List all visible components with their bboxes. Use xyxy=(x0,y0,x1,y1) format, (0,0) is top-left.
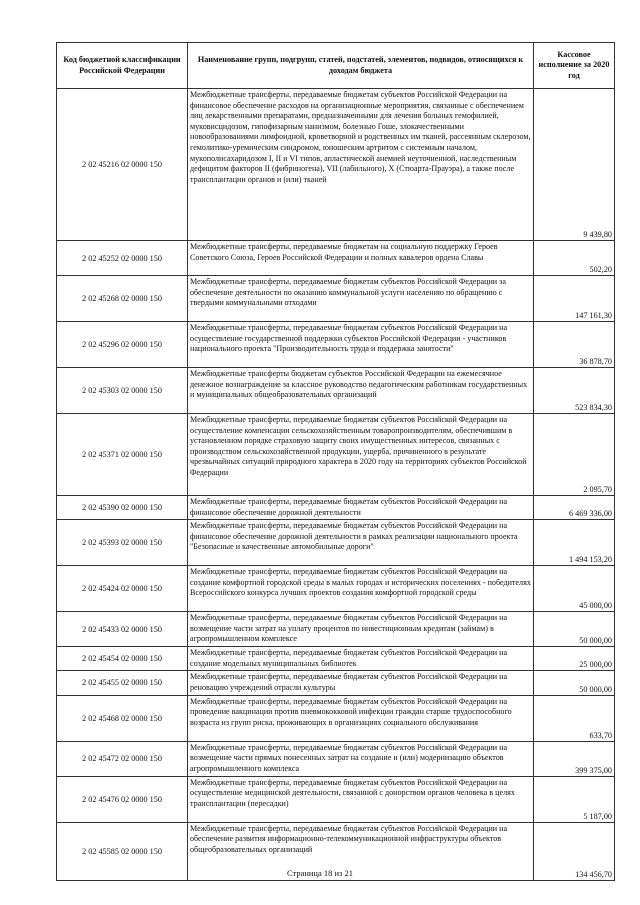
revenue-name-cell: Межбюджетные трансферты, передаваемые бюджетам субъектов Российской Федерации за обеспечение деятельности по оказанию коммунальной услуги населению по обращению с твердыми коммунальными отходами xyxy=(188,276,534,322)
amount-cell: 5 187,00 xyxy=(534,776,615,822)
amount-cell: 523 834,30 xyxy=(534,368,615,414)
table-row xyxy=(57,496,615,520)
header-name: Наименование групп, подгрупп, статей, подстатей, элементов, подвидов, относящихся к доходам бюджета xyxy=(188,43,534,89)
budget-code-cell: 2 02 45303 02 0000 150 xyxy=(57,368,188,414)
budget-code-cell: 2 02 45268 02 0000 150 xyxy=(57,276,188,322)
budget-code-cell: 2 02 45252 02 0000 150 xyxy=(57,241,188,276)
table-row xyxy=(57,276,615,322)
table-row xyxy=(57,520,615,566)
budget-code-cell: 2 02 45424 02 0000 150 xyxy=(57,566,188,612)
table-row xyxy=(57,414,615,496)
amount-cell: 2 095,70 xyxy=(534,414,615,496)
budget-code-cell: 2 02 45454 02 0000 150 xyxy=(57,647,188,671)
budget-code-cell: 2 02 45472 02 0000 150 xyxy=(57,741,188,776)
amount-cell: 50 000,00 xyxy=(534,612,615,647)
budget-code-cell: 2 02 45393 02 0000 150 xyxy=(57,520,188,566)
revenue-name-cell: Межбюджетные трансферты, передаваемые бюджетам субъектов Российской Федерации на создание комфортной городской среды в малых городах и исторических поселениях - победителях Всероссийского конкурса лучших проектов создания комфортной городской среды xyxy=(188,566,534,612)
budget-code-cell: 2 02 45433 02 0000 150 xyxy=(57,612,188,647)
table-body xyxy=(57,89,615,881)
table-row xyxy=(57,776,615,822)
page-number: Страница 18 из 21 xyxy=(286,868,354,878)
table-row xyxy=(57,612,615,647)
revenue-table xyxy=(56,42,615,881)
amount-cell: 399 375,00 xyxy=(534,741,615,776)
revenue-name-cell: Межбюджетные трансферты, передаваемые бюджетам субъектов Российской Федерации на проведение вакцинации против пневмококковой инфекции граждан старше трудоспособного возраста из групп риска, проживающих в организациях социального обслуживания xyxy=(188,695,534,741)
amount-cell: 633,70 xyxy=(534,695,615,741)
budget-code-cell: 2 02 45216 02 0000 150 xyxy=(57,89,188,241)
table-row xyxy=(57,647,615,671)
revenue-name-cell: Межбюджетные трансферты бюджетам субъектов Российской Федерации на ежемесячное денежное вознаграждение за классное руководство педагогическим работникам государственных и муниципальных общеобразовательных организаций xyxy=(188,368,534,414)
amount-cell: 6 469 336,00 xyxy=(534,496,615,520)
table-row xyxy=(57,741,615,776)
table-row xyxy=(57,368,615,414)
amount-cell: 50 000,00 xyxy=(534,671,615,695)
revenue-name-cell: Межбюджетные трансферты, передаваемые бюджетам субъектов Российской Федерации на осуществление медицинской деятельности, связанной с донорством органов человека в целях трансплантации (пересадки) xyxy=(188,776,534,822)
revenue-name-cell: Межбюджетные трансферты, передаваемые бюджетам субъектов Российской Федерации на реновацию учреждений отрасли культуры xyxy=(188,671,534,695)
budget-code-cell: 2 02 45468 02 0000 150 xyxy=(57,695,188,741)
revenue-name-cell: Межбюджетные трансферты, передаваемые бюджетам субъектов Российской Федерации на создание модельных муниципальных библиотек xyxy=(188,647,534,671)
table-row xyxy=(57,671,615,695)
table-row xyxy=(57,695,615,741)
header-amount: Кассовое исполнение за 2020 год xyxy=(534,43,615,89)
amount-cell: 25 000,00 xyxy=(534,647,615,671)
revenue-name-cell: Межбюджетные трансферты, передаваемые бюджетам субъектов Российской Федерации на финансовое обеспечение расходов на организационные мероприятия, связанные с обеспечением лиц лекарственными препаратами, предназначенными для лечения больных гемофилией, муковисцидозом, гипофизарным нанизмом, болезнью Гоше, злокачественными новообразованиями лимфоидной, кроветворной и родственных им тканей, рассеянным склерозом, гемолитико-уремическим синдромом, юношеским артритом с системным началом, мукополисахаридозом I, II и VI типов, апластической анемией неуточненной, наследственным дефицитом факторов II (фибриногена), VII (лабильного), X (Стюарта-Прауэра), а также после трансплантации органов и (или) тканей xyxy=(188,89,534,241)
table-row xyxy=(57,89,615,241)
revenue-name-cell: Межбюджетные трансферты, передаваемые бюджетам субъектов Российской Федерации на финансовое обеспечение дорожной деятельности в рамках реализации национального проекта "Безопасные и качественные автомобильные дороги" xyxy=(188,520,534,566)
revenue-name-cell: Межбюджетные трансферты, передаваемые бюджетам субъектов Российской Федерации на возмещение части затрат на уплату процентов по инвестиционным кредитам (займам) в агропромышленном комплексе xyxy=(188,612,534,647)
amount-cell: 1 494 153,20 xyxy=(534,520,615,566)
budget-code-cell: 2 02 45585 02 0000 150 xyxy=(57,822,188,880)
amount-cell: 147 161,30 xyxy=(534,276,615,322)
revenue-name-cell: Межбюджетные трансферты, передаваемые бюджетам на социальную поддержку Героев Советского Союза, Героев Российской Федерации и полных кавалеров ордена Славы xyxy=(188,241,534,276)
revenue-name-cell: Межбюджетные трансферты, передаваемые бюджетам субъектов Российской Федерации на финансовое обеспечение дорожной деятельности xyxy=(188,496,534,520)
budget-code-cell: 2 02 45371 02 0000 150 xyxy=(57,414,188,496)
budget-code-cell: 2 02 45390 02 0000 150 xyxy=(57,496,188,520)
budget-code-cell: 2 02 45296 02 0000 150 xyxy=(57,322,188,368)
amount-cell: 9 439,80 xyxy=(534,89,615,241)
amount-cell: 502,20 xyxy=(534,241,615,276)
budget-code-cell: 2 02 45476 02 0000 150 xyxy=(57,776,188,822)
table-row xyxy=(57,566,615,612)
revenue-name-cell: Межбюджетные трансферты, передаваемые бюджетам субъектов Российской Федерации на возмещение части прямых понесенных затрат на создание и (или) модернизацию объектов агропромышленного комплекса xyxy=(188,741,534,776)
table-row xyxy=(57,241,615,276)
revenue-name-cell: Межбюджетные трансферты, передаваемые бюджетам субъектов Российской Федерации на осуществление государственной поддержки субъектов Российской Федерации - участников национального проекта "Производительность труда и поддержка занятости" xyxy=(188,322,534,368)
revenue-name-cell: Межбюджетные трансферты, передаваемые бюджетам субъектов Российской Федерации на обеспечение развития информационно-телекоммуникационной инфраструктуры объектов общеобразовательных организаций xyxy=(188,822,534,880)
header-code: Код бюджетной классификации Российской Федерации xyxy=(57,43,188,89)
table-row xyxy=(57,322,615,368)
amount-cell: 45 000,00 xyxy=(534,566,615,612)
table-header-row xyxy=(57,43,615,89)
amount-cell: 36 878,70 xyxy=(534,322,615,368)
revenue-name-cell: Межбюджетные трансферты, передаваемые бюджетам субъектов Российской Федерации на осуществление компенсации сельскохозяйственным товаропроизводителям, обеспечившим в установленном порядке страховую защиту своих имущественных интересов, связанных с производством сельскохозяйственной продукции, ущерба, причиненного в результате чрезвычайных ситуаций природного характера в 2020 году на территориях субъектов Российской Федерации xyxy=(188,414,534,496)
amount-cell: 134 456,70 xyxy=(534,822,615,880)
budget-code-cell: 2 02 45455 02 0000 150 xyxy=(57,671,188,695)
